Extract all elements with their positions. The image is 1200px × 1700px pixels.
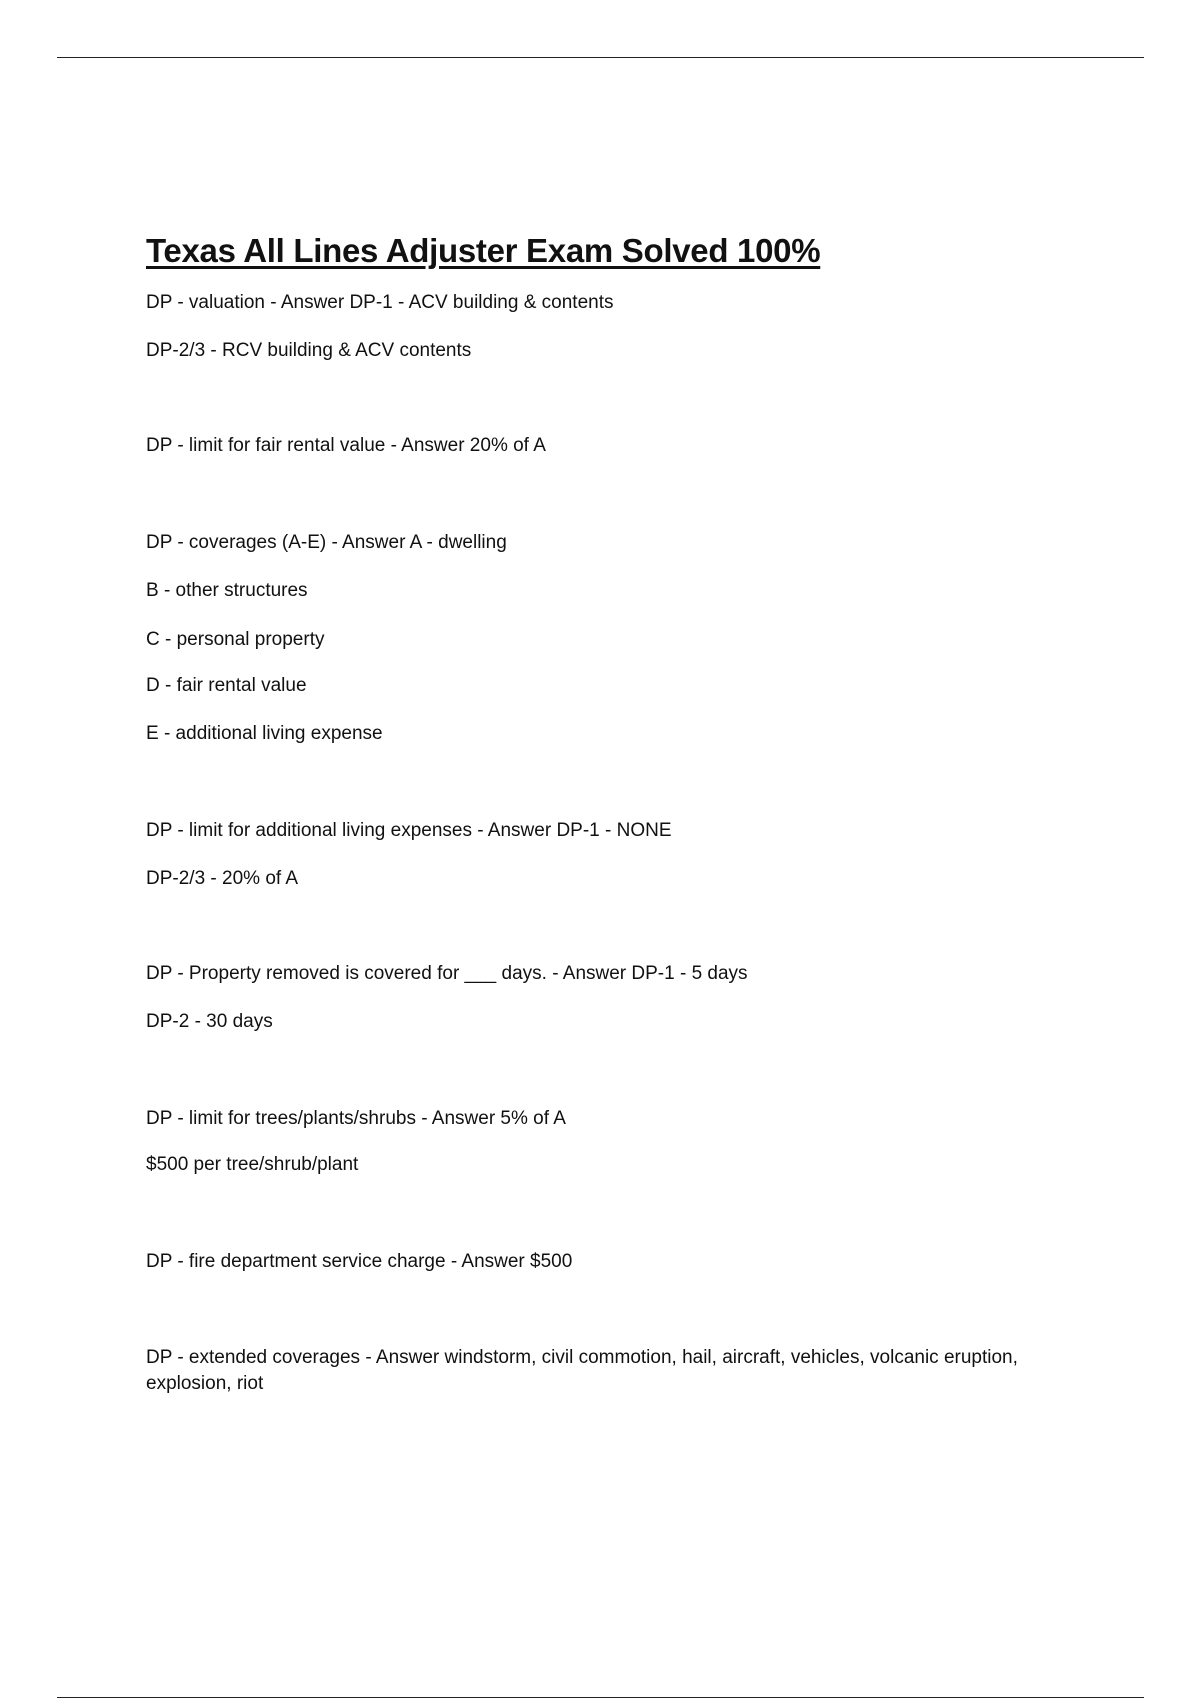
qa-line-coverage-c: C - personal property xyxy=(146,629,325,650)
qa-line-extended-coverages: DP - extended coverages - Answer windstorm, civil commotion, hail, aircraft, vehicles, volcanic eruption, explosion, riot xyxy=(146,1347,1018,1394)
document-body xyxy=(146,226,1106,1394)
qa-line-coverages: DP - coverages (A-E) - Answer A - dwelling xyxy=(146,532,507,553)
qa-line-valuation: DP - valuation - Answer DP-1 - ACV building & contents xyxy=(146,292,614,313)
qa-line-trees-limit: DP - limit for trees/plants/shrubs - Answer 5% of A xyxy=(146,1108,566,1129)
qa-line-property-removed: DP - Property removed is covered for ___ days. - Answer DP-1 - 5 days xyxy=(146,963,748,984)
qa-line-ale-dp23: DP-2/3 - 20% of A xyxy=(146,868,299,889)
qa-line-coverage-b: B - other structures xyxy=(146,580,308,601)
document-title: Texas All Lines Adjuster Exam Solved 100% xyxy=(146,232,821,269)
qa-line-coverage-d: D - fair rental value xyxy=(146,675,307,696)
qa-line-coverage-e: E - additional living expense xyxy=(146,723,383,744)
footer-rule xyxy=(57,1697,1144,1698)
qa-line-trees-per-item: $500 per tree/shrub/plant xyxy=(146,1154,359,1175)
qa-line-fire-dept-charge: DP - fire department service charge - Answer $500 xyxy=(146,1251,573,1272)
header-rule xyxy=(57,57,1144,58)
qa-line-ale-limit: DP - limit for additional living expenses - Answer DP-1 - NONE xyxy=(146,820,672,841)
qa-line-valuation-dp23: DP-2/3 - RCV building & ACV contents xyxy=(146,340,472,361)
qa-line-fair-rental-limit: DP - limit for fair rental value - Answer 20% of A xyxy=(146,435,546,456)
qa-line-property-removed-dp2: DP-2 - 30 days xyxy=(146,1011,273,1032)
